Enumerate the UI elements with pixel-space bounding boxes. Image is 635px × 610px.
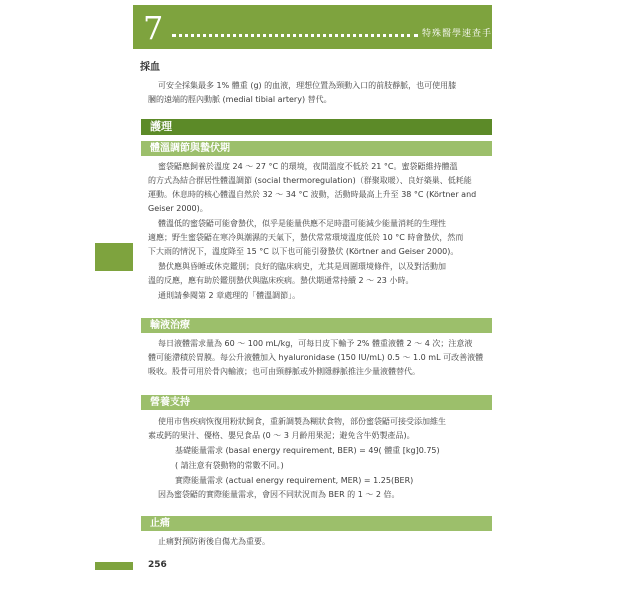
paragraph-line: 運動。休息時的核心體溫自然於 32 ～ 34 °C 波動，活動時最高上升至 38 °C (Körtner and xyxy=(148,190,477,199)
chapter-title: 特殊醫學速查手冊 xyxy=(422,29,503,39)
formula-ber-note: ( 請注意有袋動物的常數不同。) xyxy=(175,461,284,470)
paragraph-line: 的方式為結合群居性體溫調節 (social thermoregulation)（群聚取暖）、良好築巢、低耗能 xyxy=(148,176,472,185)
care-section-heading: 護理 xyxy=(141,119,492,135)
blood-collection-heading: 採血 xyxy=(140,62,160,73)
paragraph-line: 素或鈣的果汁、優格、嬰兒食品 (0 ～ 3 月齡用果泥；避免含牛奶製產品)。 xyxy=(148,431,415,440)
chapter-number: 7 xyxy=(143,9,164,47)
formula-mer: 實際能量需求 (actual energy requirement, MER) = 1.25(BER) xyxy=(175,476,414,485)
footer-bar xyxy=(95,562,133,570)
paragraph-line: 止痛對預防術後自傷尤為重要。 xyxy=(158,537,270,546)
paragraph-line: 適應；野生蜜袋鼯在寒冷與潮濕的天氣下，蟄伏常常環境溫度低於 10 °C 時會蟄伏，然而 xyxy=(148,233,464,242)
thermoregulation-subheading: 體溫調節與蟄伏期 xyxy=(141,141,492,156)
paragraph-line: 蟄伏應與昏睡或休克鑑別；良好的臨床病史，尤其是周圍環境條件，以及對活動加 xyxy=(158,262,446,271)
paragraph-line: 通則請參閱第 2 章處理的「體溫調節」。 xyxy=(158,291,301,300)
page-number: 256 xyxy=(148,560,167,570)
paragraph-line: Geiser 2000)。 xyxy=(148,204,208,213)
paragraph-line: 因為蜜袋鼯的實際能量需求，會因不同狀況而為 BER 的 1 ～ 2 倍。 xyxy=(158,490,400,499)
paragraph-line: 體可能滯積於胃膜。每公升液體加入 hyaluronidase (150 IU/mL) 0.5 ～ 1.0 mL 可改善液體 xyxy=(148,353,484,362)
header-dotted-rule xyxy=(172,34,418,37)
paragraph-line: 下大雨的情況下，溫度降至 15 °C 以下也可能引發蟄伏 (Körtner and Geiser 2000)。 xyxy=(148,247,459,256)
paragraph-line: 可安全採集最多 1% 體重 (g) 的血液，理想位置為頸動入口的前肢靜脈，也可使用膝 xyxy=(158,81,457,90)
paragraph-line: 每日液體需求量為 60 ～ 100 mL/kg，可每日皮下輸予 2% 體重液體 2 ～ 4 次；注意液 xyxy=(158,339,473,348)
paragraph-line: 溫的反應，應有助於鑑別蟄伏與臨床疾病。蟄伏期通常持續 2 ～ 23 小時。 xyxy=(148,276,414,285)
paragraph-line: 使用市售疾病恢復用粉狀飼食，重新調製為糊狀食物，部份蜜袋鼯可接受添加維生 xyxy=(158,417,446,426)
nutrition-support-subheading: 營養支持 xyxy=(141,395,492,410)
fluid-therapy-subheading: 輸液治療 xyxy=(141,318,492,333)
paragraph-line: 體溫低的蜜袋鼯可能會蟄伏，似乎是能量供應不足時盡可能減少能量消耗的生理性 xyxy=(158,219,446,228)
analgesia-subheading: 止痛 xyxy=(141,516,492,531)
paragraph-line: 吸收。股骨可用於骨內輸液；也可由頸靜脈或外側隱靜脈推注少量液體替代。 xyxy=(148,367,420,376)
paragraph-line: 蜜袋鼯應飼養於溫度 24 ～ 27 °C 的環境，夜間溫度不低於 21 °C。蜜袋鼯維持體溫 xyxy=(158,162,458,171)
side-thumb-tab xyxy=(95,243,133,271)
paragraph-line: 膕的遠端的脛內動脈 (medial tibial artery) 替代。 xyxy=(148,95,332,104)
formula-ber: 基礎能量需求 (basal energy requirement, BER) = 49( 體重 [kg]0.75) xyxy=(175,446,440,455)
